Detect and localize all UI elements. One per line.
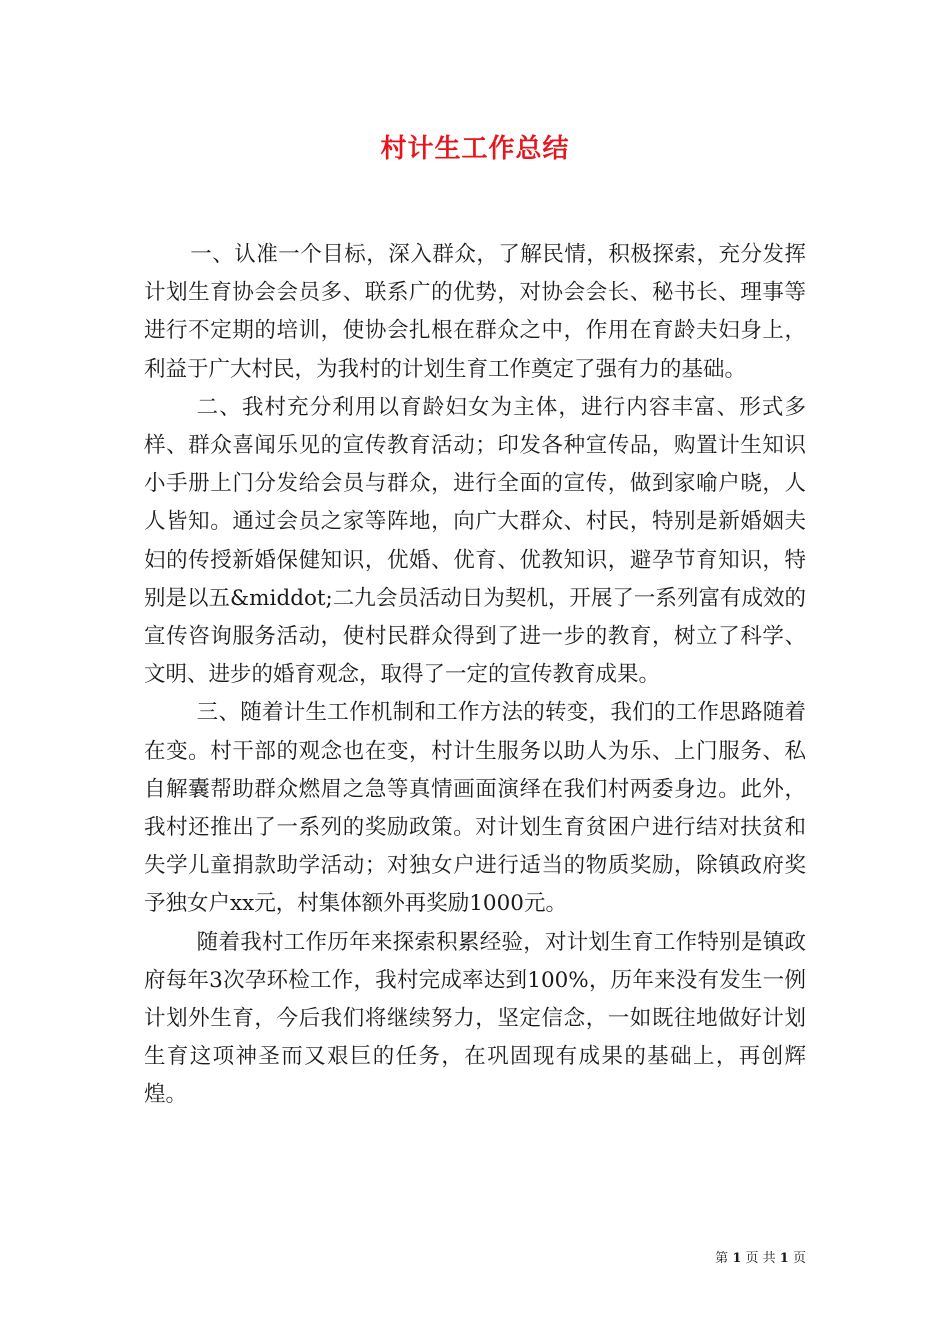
footer-suffix: 页 [792, 1251, 806, 1266]
paragraph-4: 随着我村工作历年来探索积累经验，对计划生育工作特别是镇政府每年3次孕环检工作，我村完成率达到100%，历年来没有发生一例计划外生育，今后我们将继续努力，坚定信念，一如既往地做好计划生育这项神圣而又艰巨的任务，在巩固现有成果的基础上，再创辉煌。 [144, 929, 806, 1108]
footer-total-pages: 1 [779, 1251, 789, 1266]
footer-middle: 页 共 [745, 1251, 776, 1266]
paragraph-3: 三、随着计生工作机制和工作方法的转变，我们的工作思路随着在变。村干部的观念也在变，村计生服务以助人为乐、上门服务、私自解囊帮助群众燃眉之急等真情画面演绎在我们村两委身边。此外，我村还推出了一系列的奖励政策。对计划生育贫困户进行结对扶贫和失学儿童捐款助学活动；对独女户进行适当的物质奖励，除镇政府奖予独女户xx元，村集体额外再奖励1000元。 [144, 700, 806, 917]
paragraph-2: 二、我村充分利用以育龄妇女为主体，进行内容丰富、形式多样、群众喜闻乐见的宣传教育活动；印发各种宣传品，购置计生知识小手册上门分发给会员与群众，进行全面的宣传，做到家喻户晓，人人皆知。通过会员之家等阵地，向广大群众、村民，特别是新婚姻夫妇的传授新婚保健知识，优婚、优育、优教知识，避孕节育知识，特别是以五&middot;二九会员活动日为契机，开展了一系列富有成效的宣传咨询服务活动，使村民群众得到了进一步的教育，树立了科学、文明、进步的婚育观念，取得了一定的宣传教育成果。 [144, 394, 806, 688]
document-title: 村计生工作总结 [380, 134, 570, 164]
document-body [144, 236, 806, 1115]
footer-current-page: 1 [732, 1251, 742, 1266]
paragraph-1: 一、认准一个目标，深入群众，了解民情，积极探索，充分发挥计划生育协会会员多、联系广的优势，对协会会长、秘书长、理事等进行不定期的培训，使协会扎根在群众之中，作用在育龄夫妇身上，利益于广大村民，为我村的计划生育工作奠定了强有力的基础。 [144, 242, 806, 382]
footer-prefix: 第 [715, 1251, 729, 1266]
page-footer [0, 1250, 806, 1268]
